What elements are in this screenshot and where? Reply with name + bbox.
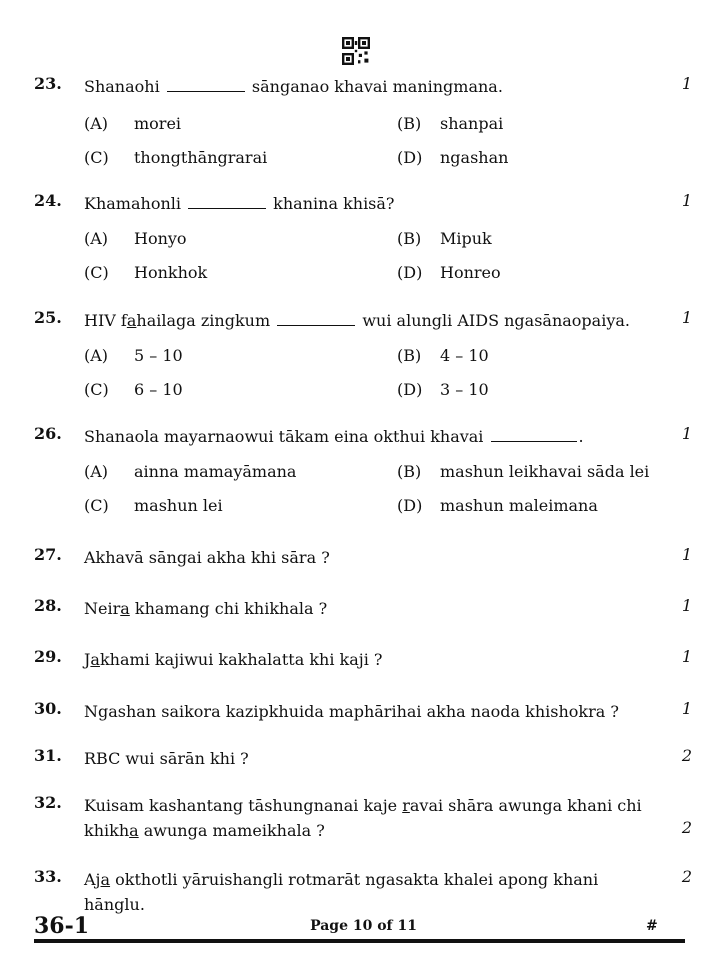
question-number: 32.	[34, 793, 62, 812]
marks: 1	[681, 191, 692, 210]
option-b: (B) mashun leikhavai sāda lei	[397, 462, 650, 481]
question-text: Khamahonli khanina khisā?	[84, 194, 395, 213]
option-b: (B) 4 – 10	[397, 346, 489, 365]
answer-blank	[277, 309, 355, 326]
answer-blank	[491, 425, 577, 442]
question-number: 31.	[34, 746, 62, 765]
option-a: (A) Honyo	[84, 229, 187, 248]
option-c: (C) 6 – 10	[84, 380, 183, 399]
answer-blank	[167, 75, 245, 92]
question-text: Jakhami kajiwui kakhalatta khi kaji ?	[84, 650, 383, 669]
marks: 1	[681, 545, 692, 564]
option-d: (D) 3 – 10	[397, 380, 489, 399]
question-number: 27.	[34, 545, 62, 564]
marks: 1	[681, 424, 692, 443]
question-text: Ngashan saikora kazipkhuida maphārihai akha naoda khishokra ?	[84, 702, 619, 721]
question-number: 25.	[34, 308, 62, 327]
question-number: 28.	[34, 596, 62, 615]
question-text: Shanaohi sānganao khavai maningmana.	[84, 77, 503, 96]
question-text: Aja okthotli yāruishangli rotmarāt ngasakta khalei apong khani hānglu.	[84, 870, 599, 914]
option-c: (C) mashun lei	[84, 496, 223, 515]
footer-rule	[34, 939, 685, 943]
option-d: (D) ngashan	[397, 148, 509, 167]
option-c: (C) thongthāngrarai	[84, 148, 268, 167]
question-number: 33.	[34, 867, 62, 886]
option-a: (A) morei	[84, 114, 182, 133]
question-number: 30.	[34, 699, 62, 718]
marks: 1	[681, 74, 692, 93]
option-b: (B) shanpai	[397, 114, 504, 133]
marks: 1	[681, 308, 692, 327]
question-text: HIV fahailaga zingkum wui alungli AIDS ngasānaopaiya.	[84, 311, 630, 330]
option-b: (B) Mipuk	[397, 229, 492, 248]
question-number: 24.	[34, 191, 62, 210]
marks: 1	[681, 596, 692, 615]
paper-code: 36-1	[34, 913, 90, 939]
answer-blank	[188, 192, 266, 209]
question-text: Neira khamang chi khikhala ?	[84, 599, 328, 618]
question-text: RBC wui sārān khi ?	[84, 749, 249, 768]
marks: 1	[681, 699, 692, 718]
option-a: (A) 5 – 10	[84, 346, 183, 365]
question-text: Kuisam kashantang tāshungnanai kaje ravai shāra awunga khani chi khikha awunga mameikhala ?	[84, 796, 642, 840]
footer-hash: #	[646, 918, 658, 934]
marks: 2	[681, 746, 692, 765]
option-d: (D) mashun maleimana	[397, 496, 598, 515]
option-d: (D) Honreo	[397, 263, 501, 282]
marks: 2	[681, 818, 692, 837]
page-number: Page 10 of 11	[310, 918, 417, 934]
question-number: 29.	[34, 647, 62, 666]
option-a: (A) ainna mamayāmana	[84, 462, 297, 481]
marks: 2	[681, 867, 692, 886]
question-number: 23.	[34, 74, 62, 93]
question-text: Akhavā sāngai akha khi sāra ?	[84, 548, 330, 567]
question-number: 26.	[34, 424, 62, 443]
qr-code-icon	[342, 37, 370, 65]
question-text: Shanaola mayarnaowui tākam eina okthui khavai .	[84, 427, 584, 446]
option-c: (C) Honkhok	[84, 263, 208, 282]
marks: 1	[681, 647, 692, 666]
